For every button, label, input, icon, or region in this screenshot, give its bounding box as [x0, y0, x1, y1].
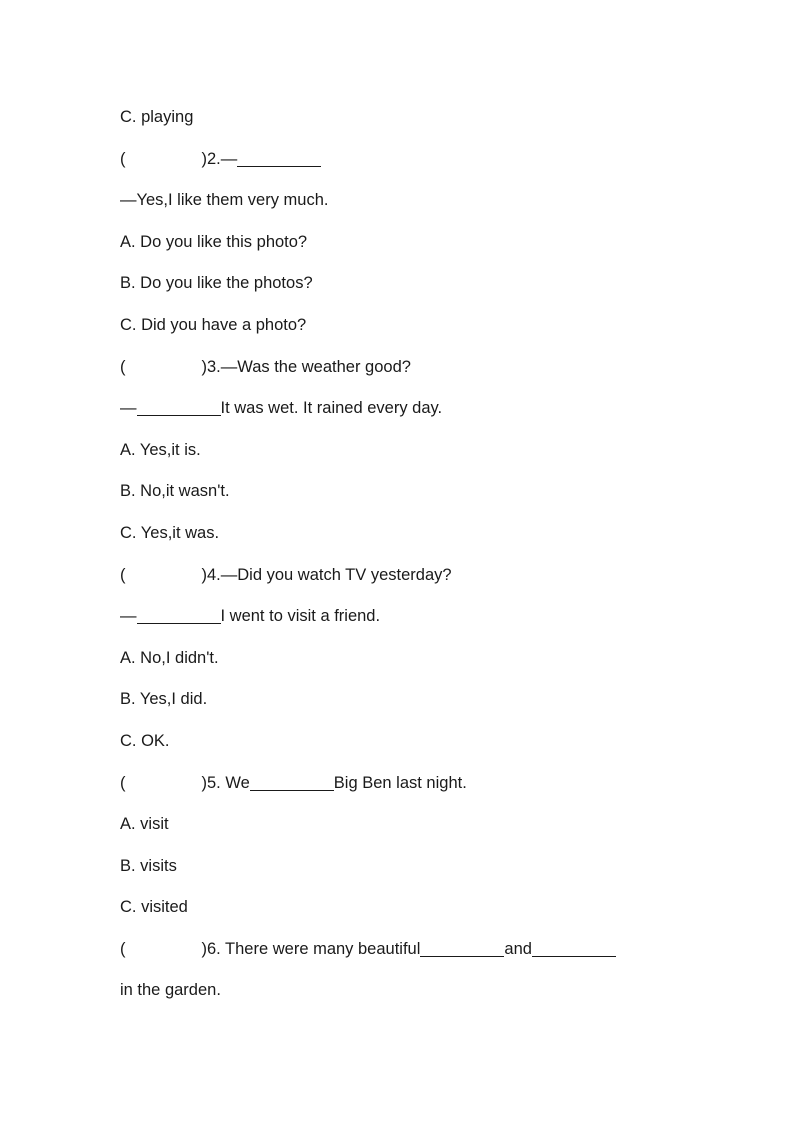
- question-4: [120, 562, 720, 604]
- option-a-q5: [120, 811, 720, 853]
- answer-q3: [120, 395, 720, 437]
- paren-open: (: [120, 357, 126, 376]
- option-text: A. Do you like this photo?: [120, 232, 308, 251]
- option-a-q4: [120, 645, 720, 687]
- fill-blank[interactable]: [137, 397, 221, 416]
- option-b-q5: [120, 853, 720, 895]
- option-text: B. No,it wasn't.: [120, 482, 230, 501]
- fill-blank[interactable]: [237, 148, 321, 167]
- option-c-q2: [120, 312, 720, 354]
- question-text: )5. We: [201, 773, 250, 792]
- option-text: A. No,I didn't.: [120, 648, 219, 667]
- option-text: C. playing: [120, 108, 194, 126]
- question-2: [120, 146, 720, 188]
- option-text: B. Yes,I did.: [120, 690, 208, 709]
- paren-open: (: [120, 939, 126, 958]
- question-text-mid: and: [504, 939, 532, 958]
- option-text: C. OK.: [120, 731, 170, 750]
- option-text: B. visits: [120, 856, 177, 875]
- answer-q2: [120, 187, 720, 229]
- option-text: A. Yes,it is.: [120, 440, 201, 459]
- dash: —: [120, 399, 137, 418]
- option-a-q3: [120, 437, 720, 479]
- question-text-end: Big Ben last night.: [333, 773, 467, 792]
- fill-blank[interactable]: [137, 605, 221, 624]
- fill-blank[interactable]: [420, 938, 504, 957]
- question-6-continued: [120, 977, 720, 1019]
- dialogue-text: It was wet. It rained every day.: [220, 399, 443, 418]
- answer-q4: [120, 603, 720, 645]
- paren-open: (: [120, 149, 126, 168]
- dialogue-text: —Yes,I like them very much.: [120, 191, 329, 210]
- question-number: )2.—: [201, 149, 238, 168]
- paren-open: (: [120, 565, 126, 584]
- fill-blank[interactable]: [250, 772, 334, 791]
- option-text: C. Yes,it was.: [120, 523, 220, 542]
- option-b-q3: [120, 478, 720, 520]
- dash: —: [120, 607, 137, 626]
- question-text: )4.—Did you watch TV yesterday?: [201, 565, 452, 584]
- option-text: C. Did you have a photo?: [120, 315, 307, 334]
- fill-blank[interactable]: [532, 938, 616, 957]
- dialogue-text: I went to visit a friend.: [220, 607, 381, 626]
- question-text: in the garden.: [120, 981, 221, 1000]
- option-c-q3: [120, 520, 720, 562]
- option-a-q2: [120, 229, 720, 271]
- option-text: B. Do you like the photos?: [120, 274, 313, 293]
- question-3: [120, 354, 720, 396]
- option-c-q4: [120, 728, 720, 770]
- option-c-q1: [120, 104, 720, 146]
- option-b-q4: [120, 686, 720, 728]
- paren-open: (: [120, 773, 126, 792]
- option-c-q5: [120, 894, 720, 936]
- exercise-lines: [120, 104, 720, 1019]
- question-6: [120, 936, 720, 978]
- question-text: )3.—Was the weather good?: [201, 357, 411, 376]
- question-5: [120, 770, 720, 812]
- option-b-q2: [120, 270, 720, 312]
- question-text: )6. There were many beautiful: [201, 939, 421, 958]
- option-text: C. visited: [120, 898, 188, 917]
- option-text: A. visit: [120, 815, 169, 834]
